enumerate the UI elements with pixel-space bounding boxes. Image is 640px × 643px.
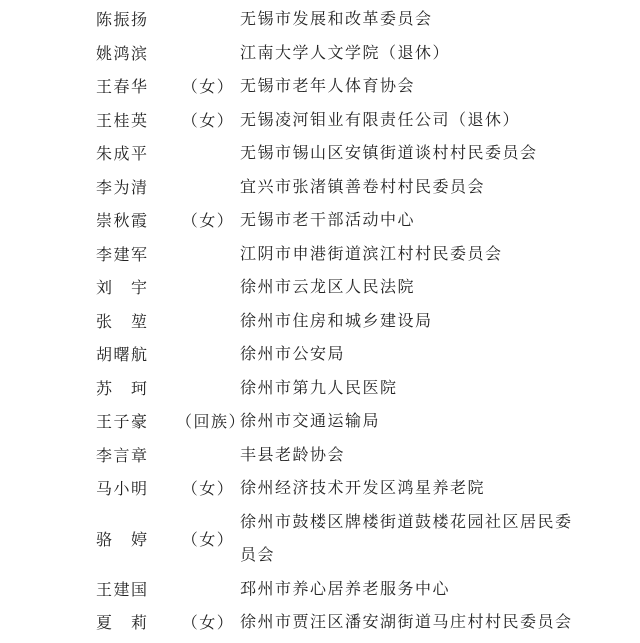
- person-organization: 徐州市鼓楼区牌楼街道鼓楼花园社区居民委员会: [240, 511, 573, 564]
- person-name: 刘 宇: [96, 278, 149, 298]
- person-organization: 丰县老龄协会: [240, 444, 346, 464]
- honoree-list: [0, 2, 640, 639]
- person-name: 马小明: [96, 479, 149, 499]
- list-item: [0, 337, 640, 371]
- person-organization: 徐州市交通运输局: [240, 411, 381, 430]
- person-note: （女）: [181, 529, 235, 549]
- person-note: （回族）: [176, 412, 247, 432]
- list-item: [0, 2, 640, 36]
- list-item: [0, 572, 640, 606]
- list-item: [0, 404, 640, 438]
- person-name: 张 堃: [96, 311, 149, 331]
- person-name: 王子豪: [96, 412, 149, 432]
- person-name: 胡曙航: [96, 345, 149, 365]
- list-item: [0, 237, 640, 271]
- list-item: [0, 505, 640, 572]
- person-name: 骆 婷: [96, 529, 149, 549]
- list-item: [0, 371, 640, 405]
- person-organization: 无锡市发展和改革委员会: [240, 9, 433, 28]
- list-item: [0, 170, 640, 204]
- person-organization: 邳州市养心居养老服务中心: [240, 578, 451, 598]
- person-note: （女）: [181, 77, 235, 97]
- person-organization: 无锡市老干部活动中心: [240, 210, 416, 229]
- list-item: [0, 438, 640, 472]
- person-name: 陈振扬: [96, 10, 149, 30]
- person-organization: 无锡市锡山区安镇街道谈村村民委员会: [240, 143, 538, 162]
- person-organization: 宜兴市张渚镇善卷村村民委员会: [240, 176, 486, 196]
- person-note: （女）: [181, 110, 235, 130]
- person-note: （女）: [181, 613, 235, 633]
- person-organization: 徐州市住房和城乡建设局: [240, 310, 433, 330]
- person-organization: 徐州经济技术开发区鸿星养老院: [240, 478, 486, 497]
- list-item: [0, 471, 640, 505]
- person-name: 王桂英: [96, 110, 149, 130]
- person-organization: 徐州市第九人民医院: [240, 377, 398, 397]
- person-note: （女）: [181, 479, 235, 499]
- person-name: 李建军: [96, 244, 149, 264]
- list-item: [0, 605, 640, 639]
- person-name: 李为清: [96, 177, 149, 197]
- person-organization: 江南大学人文学院（退休）: [240, 42, 451, 62]
- person-name: 王春华: [96, 77, 149, 97]
- list-item: [0, 203, 640, 237]
- list-item: [0, 270, 640, 304]
- person-name: 李言章: [96, 445, 149, 465]
- list-item: [0, 103, 640, 137]
- person-organization: 无锡凌河钼业有限责任公司（退休）: [240, 109, 521, 129]
- person-organization: 徐州市云龙区人民法院: [240, 277, 416, 296]
- list-item: [0, 36, 640, 70]
- person-note: （女）: [181, 211, 235, 231]
- person-organization: 徐州市贾汪区潘安湖街道马庄村村民委员会: [240, 612, 573, 631]
- list-item: [0, 136, 640, 170]
- person-name: 苏 珂: [96, 378, 149, 398]
- person-name: 姚鸿滨: [96, 43, 149, 63]
- person-name: 王建国: [96, 579, 149, 599]
- person-organization: 江阴市申港街道滨江村村民委员会: [240, 243, 503, 263]
- person-name: 朱成平: [96, 144, 149, 164]
- person-organization: 无锡市老年人体育协会: [240, 76, 416, 95]
- list-item: [0, 69, 640, 103]
- person-name: 夏 莉: [96, 613, 149, 633]
- person-name: 崇秋霞: [96, 211, 149, 231]
- list-item: [0, 304, 640, 338]
- person-organization: 徐州市公安局: [240, 344, 346, 363]
